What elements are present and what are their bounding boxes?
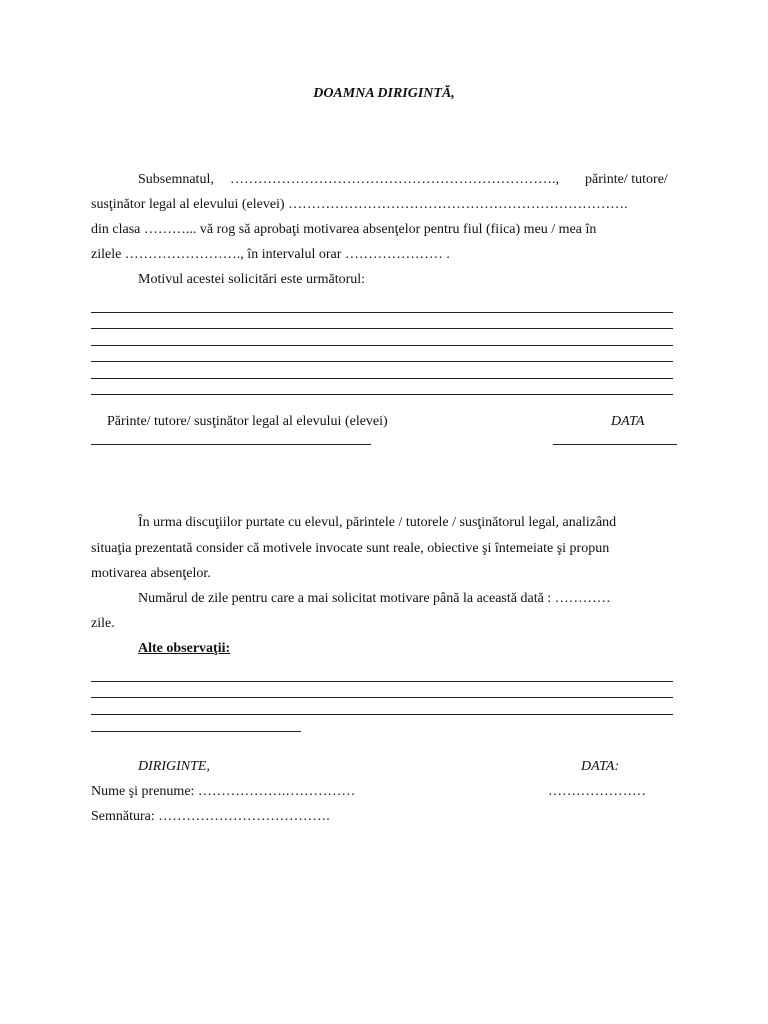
teacher-line-2: situaţia prezentată consider că motivele invocate sunt reale, obiective şi întemeiate şi propun [91,541,610,556]
reason-label: Motivul acestei solicitări este următorul: [138,272,366,287]
footer-date-dots: ………………… [548,784,646,799]
parent-role-label: părinte/ tutore/ [585,172,668,187]
days-line: zilele ……………………., în intervalul orar ………………… . [91,247,450,262]
name-dots: ……………………………………………………………., [230,172,559,187]
name-field: Nume şi prenume: ……………….…………… [91,784,356,799]
class-line: din clasa ………... vă rog să aprobaţi motivarea absenţelor pentru fiul (fiica) meu / mea în [91,222,597,237]
observation-line [91,714,673,715]
signature-field: Semnătura: ………………………………. [91,809,330,824]
reason-line [91,361,673,362]
observations-label: Alte observaţii: [138,641,231,656]
observation-line [91,731,301,732]
date-label: DATA [611,414,645,429]
document-title: DOAMNA DIRIGINTĂ, [313,86,455,101]
parent-signature-label: Părinte/ tutore/ susţinător legal al elevului (elevei) [107,414,388,429]
observation-line [91,697,673,698]
diriginte-label: DIRIGINTE, [138,759,210,774]
student-line: susţinător legal al elevului (elevei) ………………………………………………………………. [91,197,628,212]
teacher-line-1: În urma discuţiilor purtate cu elevul, părintele / tutorele / susţinătorul legal, analizând [138,515,617,530]
teacher-line-5: zile. [91,616,115,631]
reason-line [91,345,673,346]
teacher-line-4: Numărul de zile pentru care a mai solicitat motivare până la această dată : ………… [138,591,611,606]
reason-line [91,312,673,313]
observation-line [91,681,673,682]
teacher-line-3: motivarea absenţelor. [91,566,211,581]
parent-signature-line [91,444,371,445]
subsemnatul-label: Subsemnatul, [138,172,214,187]
reason-line [91,378,673,379]
date-line [553,444,677,445]
reason-line [91,328,673,329]
reason-line [91,394,673,395]
footer-date-label: DATA: [581,759,620,774]
